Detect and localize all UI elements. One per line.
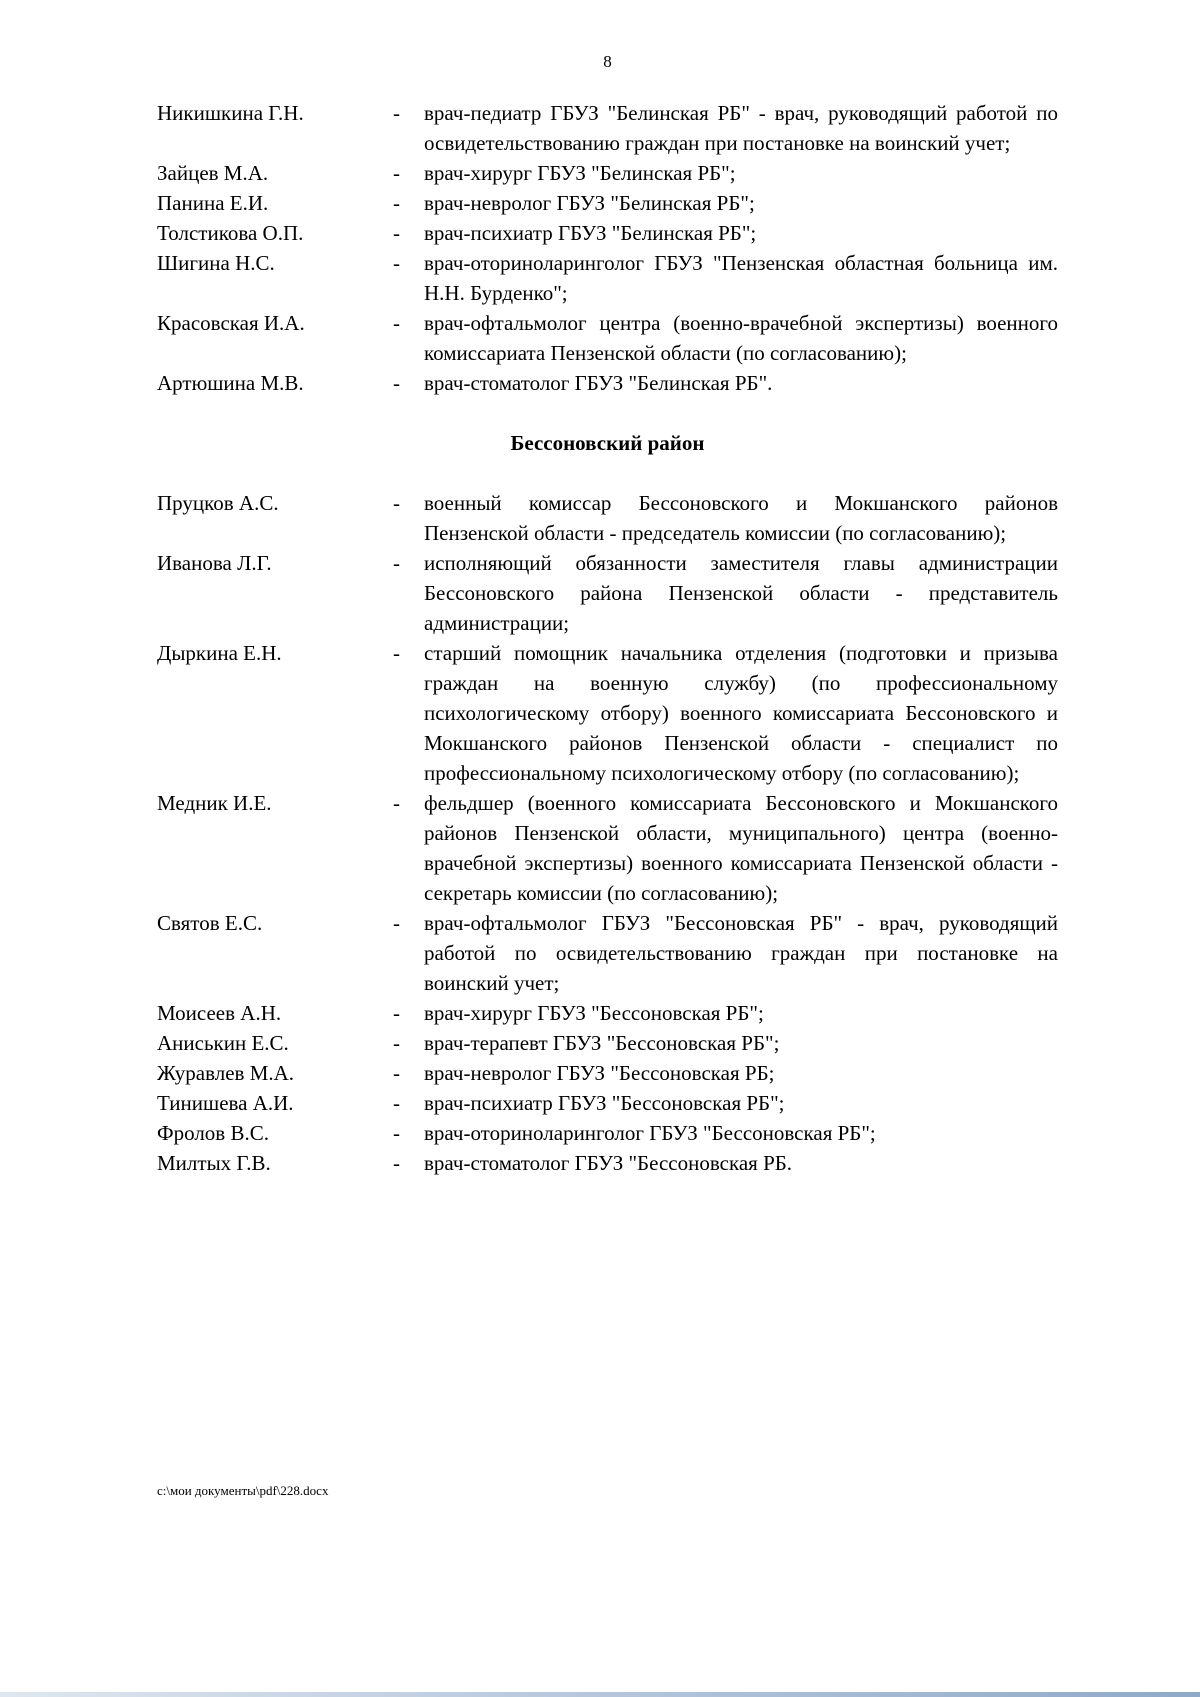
dash-separator: - — [393, 1121, 400, 1145]
member-role: врач-хирург ГБУЗ "Бессоновская РБ"; — [424, 1001, 764, 1025]
member-name: Аниськин Е.С. — [157, 1031, 289, 1055]
dash-separator: - — [393, 221, 400, 245]
member-name: Красовская И.А. — [157, 311, 305, 335]
member-name: Артюшина М.В. — [157, 371, 304, 395]
dash-separator: - — [393, 251, 400, 275]
member-role: фельдшер (военного комиссариата Бессоновского и Мокшанского районов Пензенской области, муниципального) центра (военно-врачебной экспертизы) военного комиссариата Пензенской области - секретарь комиссии (по согласованию); — [424, 791, 1058, 905]
commission-member-row — [157, 998, 1058, 1028]
dash-separator: - — [393, 911, 400, 935]
dash-separator: - — [393, 1031, 400, 1055]
member-role: старший помощник начальника отделения (подготовки и призыва граждан на военную службу) (по профессиональному психологическому отбору) военного комиссариата Бессоновского и Мокшанского районов Пензенской области - специалист по профессиональному психологическому отбору (по согласованию); — [424, 641, 1058, 785]
dash-separator: - — [393, 371, 400, 395]
member-name: Панина Е.И. — [157, 191, 269, 215]
member-role: военный комиссар Бессоновского и Мокшанского районов Пензенской области - председатель комиссии (по согласованию); — [424, 491, 1058, 545]
commission-member-row — [157, 98, 1058, 158]
member-role: врач-терапевт ГБУЗ "Бессоновская РБ"; — [424, 1031, 780, 1055]
member-name: Пруцков А.С. — [157, 491, 279, 515]
member-role: врач-оториноларинголог ГБУЗ "Бессоновская РБ"; — [424, 1121, 876, 1145]
commission-member-row — [157, 368, 1058, 398]
member-role: врач-невролог ГБУЗ "Белинская РБ"; — [424, 191, 755, 215]
commission-member-row — [157, 908, 1058, 998]
dash-separator: - — [393, 491, 400, 515]
member-name: Зайцев М.А. — [157, 161, 269, 185]
member-name: Толстикова О.П. — [157, 221, 304, 245]
commission-member-row — [157, 308, 1058, 368]
member-name: Журавлев М.А. — [157, 1061, 295, 1085]
commission-member-row — [157, 1118, 1058, 1148]
commission-member-row — [157, 1148, 1058, 1178]
dash-separator: - — [393, 641, 400, 665]
dash-separator: - — [393, 101, 400, 125]
commission-member-row — [157, 488, 1058, 548]
member-name: Фролов В.С. — [157, 1121, 269, 1145]
member-name: Моисеев А.Н. — [157, 1001, 282, 1025]
document-body — [157, 98, 1058, 1178]
commission-member-row — [157, 188, 1058, 218]
member-role: врач-стоматолог ГБУЗ "Бессоновская РБ. — [424, 1151, 793, 1175]
member-name: Святов Е.С. — [157, 911, 263, 935]
member-role: врач-педиатр ГБУЗ "Белинская РБ" - врач, руководящий работой по освидетельствованию граждан при постановке на воинский учет; — [424, 101, 1058, 155]
dash-separator: - — [393, 1001, 400, 1025]
member-role: врач-стоматолог ГБУЗ "Белинская РБ". — [424, 371, 773, 395]
commission-member-row — [157, 158, 1058, 188]
member-name: Милтых Г.В. — [157, 1151, 271, 1175]
dash-separator: - — [393, 311, 400, 335]
commission-member-row — [157, 1088, 1058, 1118]
dash-separator: - — [393, 551, 400, 575]
member-role: врач-психиатр ГБУЗ "Белинская РБ"; — [424, 221, 757, 245]
member-name: Дыркина Е.Н. — [157, 641, 282, 665]
commission-member-row — [157, 788, 1058, 908]
commission-member-row — [157, 218, 1058, 248]
member-role: врач-офтальмолог центра (военно-врачебной экспертизы) военного комиссариата Пензенской области (по согласованию); — [424, 311, 1058, 365]
member-role: врач-невролог ГБУЗ "Бессоновская РБ; — [424, 1061, 775, 1085]
window-bottom-edge — [0, 1692, 1200, 1697]
member-name: Иванова Л.Г. — [157, 551, 272, 575]
member-name: Тинишева А.И. — [157, 1091, 294, 1115]
member-role: врач-оториноларинголог ГБУЗ "Пензенская областная больница им. Н.Н. Бурденко"; — [424, 251, 1058, 305]
dash-separator: - — [393, 1061, 400, 1085]
page-number: 8 — [603, 52, 612, 71]
member-name: Шигина Н.С. — [157, 251, 275, 275]
document-file-path: c:\мои документы\pdf\228.docx — [157, 1483, 329, 1498]
commission-member-row — [157, 548, 1058, 638]
dash-separator: - — [393, 191, 400, 215]
member-role: врач-психиатр ГБУЗ "Бессоновская РБ"; — [424, 1091, 785, 1115]
dash-separator: - — [393, 161, 400, 185]
dash-separator: - — [393, 1151, 400, 1175]
dash-separator: - — [393, 791, 400, 815]
member-role: исполняющий обязанности заместителя главы администрации Бессоновского района Пензенской области - представитель администрации; — [424, 551, 1058, 635]
commission-member-row — [157, 248, 1058, 308]
member-name: Никишкина Г.Н. — [157, 101, 304, 125]
section-heading: Бессоновский район — [510, 431, 705, 455]
member-role: врач-хирург ГБУЗ "Белинская РБ"; — [424, 161, 736, 185]
commission-member-row — [157, 1058, 1058, 1088]
dash-separator: - — [393, 1091, 400, 1115]
member-name: Медник И.Е. — [157, 791, 272, 815]
commission-member-row — [157, 1028, 1058, 1058]
member-role: врач-офтальмолог ГБУЗ "Бессоновская РБ" - врач, руководящий работой по освидетельствованию граждан при постановке на воинский учет; — [424, 911, 1058, 995]
commission-member-row — [157, 638, 1058, 788]
